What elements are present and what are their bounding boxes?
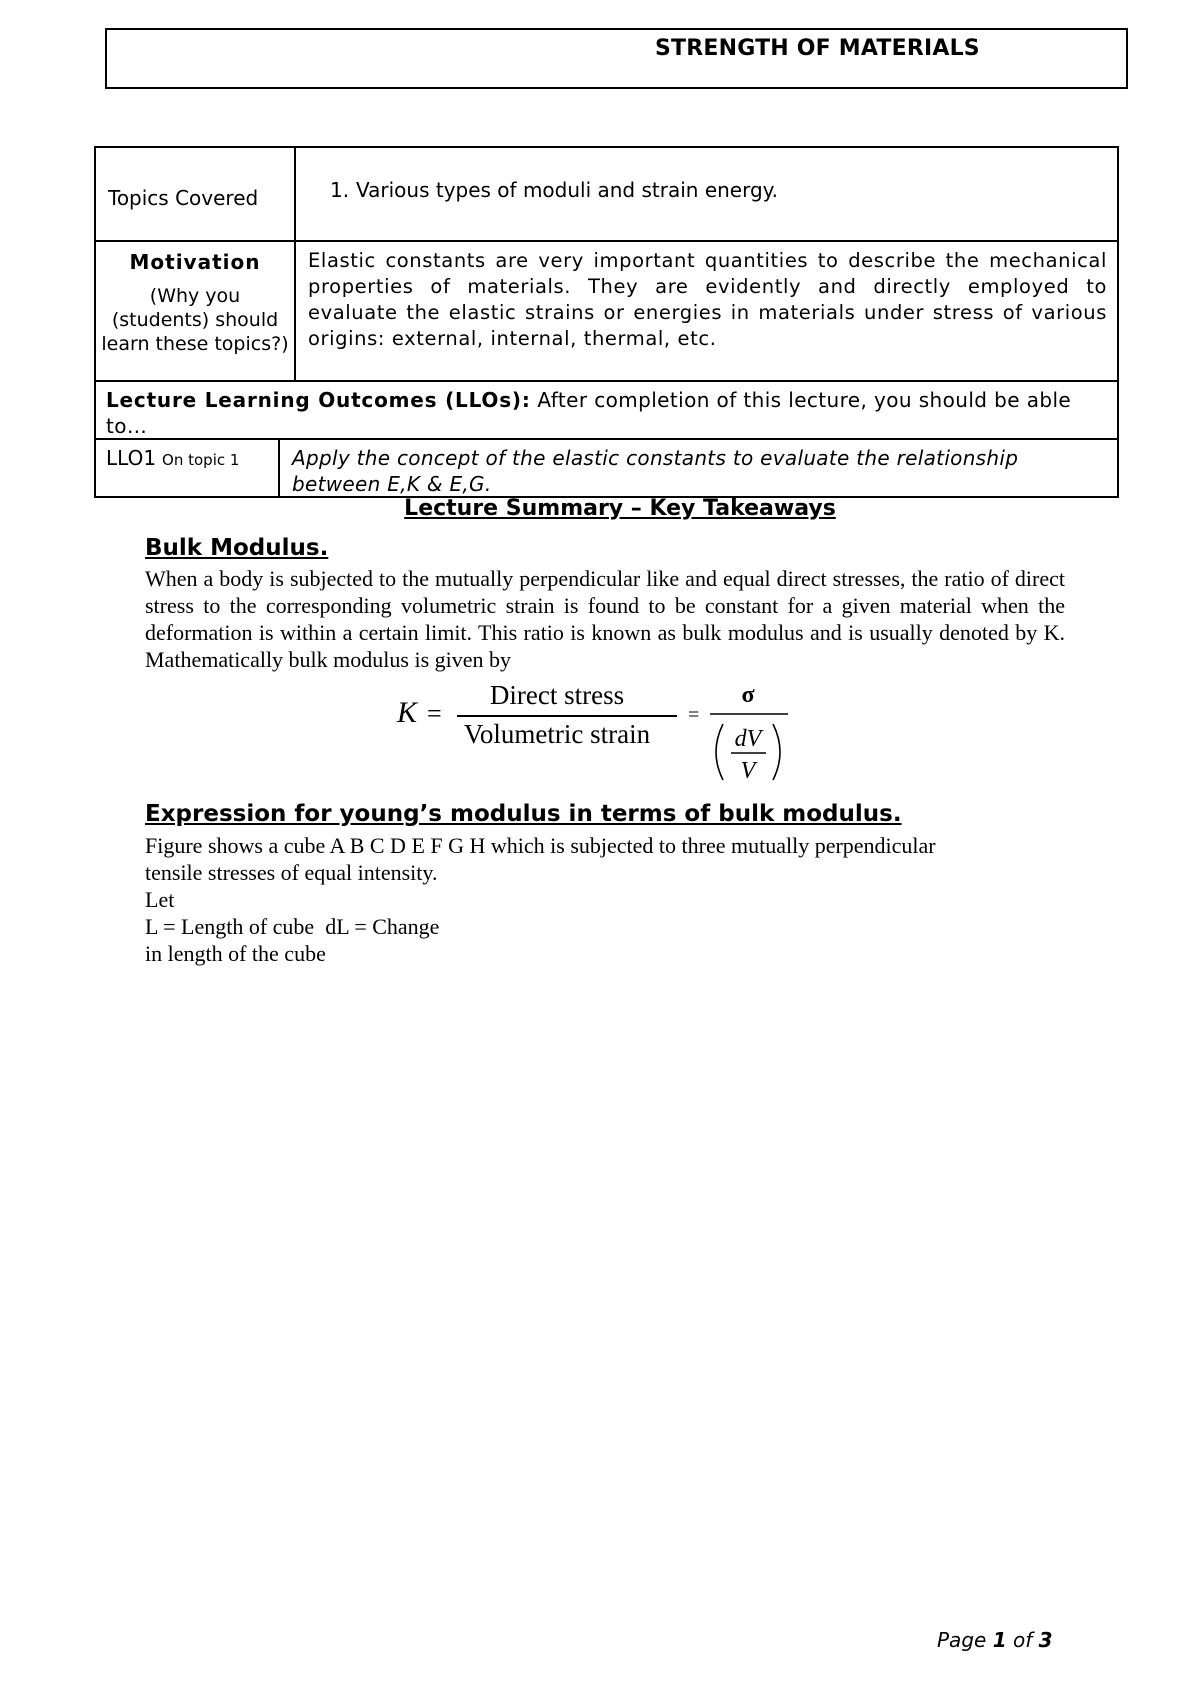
topics-label: Topics Covered <box>108 186 259 210</box>
llo1-text: Apply the concept of the elastic constants to evaluate the relationship between E,K & E,G. <box>292 446 1019 496</box>
llo-heading-bold: Lecture Learning Outcomes (LLOs): <box>106 388 531 412</box>
formula-left-paren <box>716 724 723 780</box>
topic-item <box>330 178 778 202</box>
formula-eq1: = <box>427 699 442 728</box>
formula-eq2: = <box>688 704 700 726</box>
topics-row <box>96 148 1117 242</box>
young-line-3: Let <box>145 887 175 912</box>
bulk-modulus-formula <box>395 676 795 786</box>
bulk-modulus-heading: Bulk Modulus. <box>145 535 329 561</box>
page-number <box>937 1628 1053 1652</box>
llo1-label-cell <box>96 440 280 496</box>
formula-right-paren <box>773 724 780 780</box>
motivation-label-cell <box>96 242 296 380</box>
topic-number: 1. <box>330 178 350 202</box>
motivation-text: Elastic constants are very important quantities to describe the mechanical properties of materials. They are evidently and directly employed to evaluate the elastic strains or energies in materials under stress of various origins: external, internal, thermal, etc. <box>308 249 1107 350</box>
llo-heading-row <box>96 382 1117 440</box>
topic-text: Various types of moduli and strain energy. <box>356 178 779 202</box>
young-line-4: L = Length of cube dL = Change <box>145 914 440 939</box>
formula-V: V <box>740 758 756 784</box>
formula-sigma: σ <box>741 682 755 708</box>
llo1-code: LLO1 <box>106 446 157 470</box>
formula-numerator: Direct stress <box>489 680 625 710</box>
summary-title: Lecture Summary – Key Takeaways <box>404 496 836 521</box>
young-line-5: in length of the cube <box>145 941 326 966</box>
llo1-row <box>96 440 1117 496</box>
young-modulus-heading: Expression for young’s modulus in terms of bulk modulus. <box>145 801 902 827</box>
formula-denominator: Volumetric strain <box>463 719 651 749</box>
page-word: Page <box>937 1628 987 1652</box>
lecture-info-table <box>94 146 1119 498</box>
page-total: 3 <box>1038 1628 1053 1652</box>
document-title: STRENGTH OF MATERIALS <box>655 36 980 61</box>
motivation-title: Motivation <box>129 250 261 274</box>
young-line-2: tensile stresses of equal intensity. <box>145 860 438 885</box>
llo1-label <box>106 446 239 470</box>
llo1-topic-ref: On topic 1 <box>162 451 240 469</box>
topics-label-cell <box>96 148 296 240</box>
young-line-1: Figure shows a cube A B C D E F G H which is subjected to three mutually perpendicular <box>145 833 936 858</box>
young-modulus-paragraph <box>145 832 1070 967</box>
formula-dV: dV <box>734 726 762 752</box>
of-word: of <box>1012 1628 1033 1652</box>
formula-lhs: K <box>397 696 418 729</box>
llo-heading-text: After completion of this lecture, you should be able to… <box>106 388 1072 438</box>
llo-heading <box>106 387 1107 439</box>
motivation-subtitle: (Why you (students) should learn these topics?) <box>101 285 289 355</box>
motivation-row <box>96 242 1117 382</box>
bulk-modulus-paragraph: When a body is subjected to the mutually perpendicular like and equal direct stresses, the ratio of direct stress to the corresponding volumetric strain is found to be constant for a given material when the deformation is within a certain limit. This ratio is known as bulk modulus and is usually denoted by K. Mathematically bulk modulus is given by <box>145 566 1065 672</box>
page-current: 1 <box>992 1628 1007 1652</box>
